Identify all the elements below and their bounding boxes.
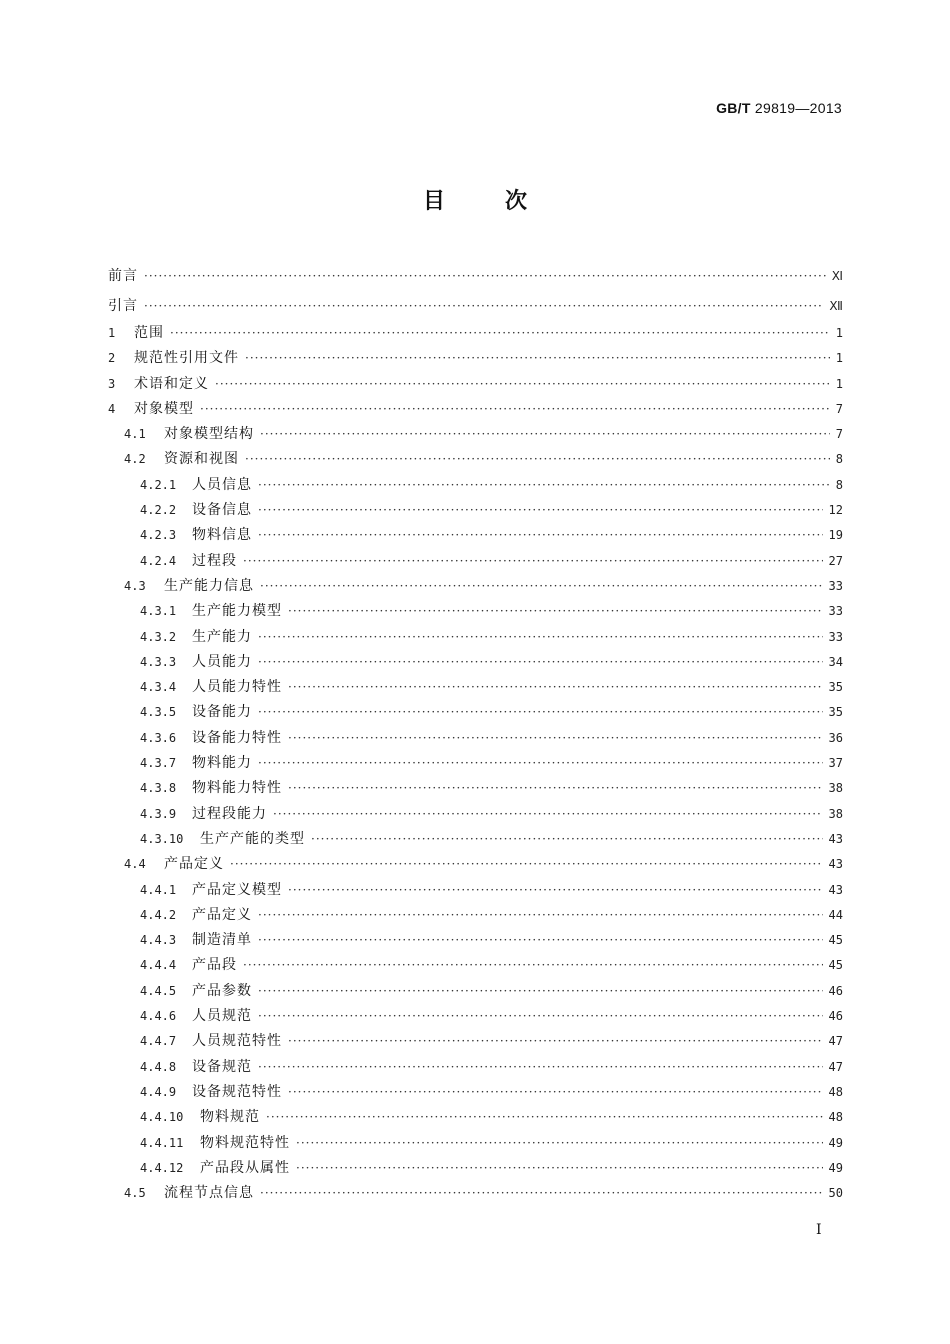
toc-entry-page: 8: [835, 477, 843, 492]
toc-entry-page: 44: [828, 907, 843, 922]
toc-entry-page: 43: [828, 857, 843, 872]
toc-entry-page: 7: [835, 401, 843, 416]
toc-entry-page: 45: [828, 933, 843, 948]
toc-entry[interactable]: [108, 1105, 843, 1130]
toc-entry-number: 4.3: [124, 578, 146, 593]
toc-entry[interactable]: [108, 262, 843, 292]
dot-leader: [288, 1029, 823, 1054]
toc-entry[interactable]: [108, 346, 843, 371]
toc-entry-page: 12: [828, 503, 843, 518]
dot-leader: [245, 447, 830, 472]
dot-leader: [288, 776, 823, 801]
dot-leader: [288, 726, 823, 751]
toc-entry-page: 48: [828, 1084, 843, 1099]
dot-leader: [170, 321, 830, 346]
toc-entry-label: 设备规范: [192, 1058, 252, 1075]
toc-entry-number: 4.4.4: [140, 958, 177, 973]
dot-leader: [266, 1105, 823, 1130]
toc-entry-page: 49: [828, 1160, 843, 1175]
dot-leader: [288, 878, 823, 903]
dot-leader: [288, 599, 823, 624]
toc-entry[interactable]: [108, 827, 843, 852]
toc-entry[interactable]: [108, 397, 843, 422]
title-char-2: 次: [505, 189, 528, 214]
toc-entry-page: 46: [828, 1009, 843, 1024]
toc-entry-page: Ⅻ: [829, 298, 843, 313]
toc-entry-label: 物料规范: [200, 1109, 260, 1126]
toc-entry-number: 4.4.12: [140, 1160, 184, 1175]
page-title: [0, 184, 950, 215]
toc-entry[interactable]: [108, 1131, 843, 1156]
toc-entry[interactable]: [108, 979, 843, 1004]
toc-entry-page: 27: [828, 553, 843, 568]
toc-entry-label: 设备能力: [192, 704, 252, 721]
toc-entry[interactable]: [108, 726, 843, 751]
toc-entry[interactable]: [108, 751, 843, 776]
dot-leader: [258, 928, 823, 953]
toc-entry-number: 2: [108, 351, 116, 366]
toc-entry-label: 人员信息: [192, 476, 252, 493]
toc-entry-label: 流程节点信息: [164, 1185, 254, 1202]
toc-entry-page: 47: [828, 1034, 843, 1049]
toc-entry-number: 4.2.1: [140, 477, 177, 492]
toc-entry-page: 33: [828, 629, 843, 644]
dot-leader: [243, 953, 823, 978]
toc-entry-page: 46: [828, 983, 843, 998]
toc-entry[interactable]: [108, 1029, 843, 1054]
toc-entry-number: 4.3.7: [140, 756, 177, 771]
toc-entry-label: 前言: [108, 268, 138, 284]
toc-entry[interactable]: [108, 953, 843, 978]
toc-entry[interactable]: [108, 625, 843, 650]
toc-entry-number: 4.3.2: [140, 629, 177, 644]
dot-leader: [258, 903, 823, 928]
toc-entry-label: 制造清单: [192, 932, 252, 949]
toc-entry-number: 4.2: [124, 452, 146, 467]
toc-entry[interactable]: [108, 549, 843, 574]
toc-entry-number: 3: [108, 376, 116, 391]
toc-entry-number: 4.2.2: [140, 503, 177, 518]
toc-entry-number: 4.3.10: [140, 831, 184, 846]
toc-entry-label: 产品段: [192, 957, 237, 974]
dot-leader: [258, 1055, 823, 1080]
toc-entry[interactable]: [108, 473, 843, 498]
toc-entry-page: 43: [828, 882, 843, 897]
toc-entry-label: 术语和定义: [134, 375, 209, 392]
toc-entry[interactable]: [108, 903, 843, 928]
standard-prefix: GB/T: [716, 100, 751, 116]
toc-entry-page: 8: [835, 452, 843, 467]
toc-entry-page: 1: [835, 351, 843, 366]
toc-entry-page: 43: [828, 831, 843, 846]
toc-entry[interactable]: [108, 321, 843, 346]
dot-leader: [258, 1004, 823, 1029]
toc-entry-label: 设备信息: [192, 502, 252, 519]
dot-leader: [288, 675, 823, 700]
toc-entry-label: 对象模型结构: [164, 426, 254, 443]
toc-entry-label: 物料能力特性: [192, 780, 282, 797]
toc-entry[interactable]: [108, 675, 843, 700]
dot-leader: [215, 372, 830, 397]
toc-entry[interactable]: [108, 852, 843, 877]
toc-entry-label: 物料信息: [192, 527, 252, 544]
toc-entry-label: 人员能力: [192, 653, 252, 670]
standard-number: 29819—2013: [754, 100, 842, 116]
toc-entry-page: 35: [828, 705, 843, 720]
toc-entry[interactable]: [108, 1004, 843, 1029]
dot-leader: [258, 523, 823, 548]
toc-entry-number: 4.5: [124, 1186, 146, 1201]
toc-entry[interactable]: [108, 599, 843, 624]
toc-entry-label: 人员能力特性: [192, 679, 282, 696]
toc-entry-label: 生产能力信息: [164, 577, 254, 594]
dot-leader: [296, 1156, 823, 1181]
toc-entry-label: 规范性引用文件: [134, 350, 239, 367]
toc-entry-label: 产品定义: [164, 856, 224, 873]
toc-entry[interactable]: [108, 1080, 843, 1105]
toc-entry[interactable]: [108, 878, 843, 903]
toc-entry-number: 1: [108, 326, 116, 340]
toc-entry-page: 45: [828, 958, 843, 973]
toc-entry-number: 4.4.3: [140, 933, 177, 948]
toc-entry-label: 产品段从属性: [200, 1159, 290, 1176]
toc-entry-number: 4.4.1: [140, 882, 177, 897]
toc-entry-page: 36: [828, 730, 843, 745]
toc-entry-number: 4.3.4: [140, 680, 177, 695]
toc-entry-number: 4.3.9: [140, 806, 177, 821]
toc-entry[interactable]: [108, 650, 843, 675]
dot-leader: [273, 802, 823, 827]
toc-entry-label: 设备能力特性: [192, 729, 282, 746]
toc-entry-label: 人员规范特性: [192, 1033, 282, 1050]
dot-leader: [144, 262, 826, 292]
toc-entry-number: 4.1: [124, 427, 146, 442]
dot-leader: [258, 700, 823, 725]
dot-leader: [288, 1080, 823, 1105]
toc-entry-number: 4.4: [124, 857, 146, 872]
toc-entry-page: 50: [828, 1186, 843, 1201]
dot-leader: [311, 827, 823, 852]
toc-entry-label: 产品定义: [192, 906, 252, 923]
dot-leader: [260, 1181, 823, 1206]
toc-entry-number: 4: [108, 401, 116, 416]
toc-entry[interactable]: [108, 447, 843, 472]
toc-entry-label: 产品参数: [192, 982, 252, 999]
standard-code: [716, 100, 842, 116]
toc-entry-number: 4.3.8: [140, 781, 177, 796]
dot-leader: [258, 751, 823, 776]
toc-entry-number: 4.3.5: [140, 705, 177, 720]
toc-entry-number: 4.4.5: [140, 983, 177, 998]
toc-entry-page: Ⅺ: [831, 269, 843, 283]
title-char-1: 目: [422, 189, 445, 214]
dot-leader: [258, 625, 823, 650]
toc-entry[interactable]: [108, 422, 843, 447]
toc-entry-label: 物料能力: [192, 755, 252, 772]
toc-entry-number: 4.4.7: [140, 1034, 177, 1049]
toc-entry-number: 4.4.8: [140, 1059, 177, 1074]
toc-entry-label: 设备规范特性: [192, 1083, 282, 1100]
toc-entry-page: 38: [828, 806, 843, 821]
toc-entry-page: 48: [828, 1110, 843, 1125]
toc-entry-label: 物料规范特性: [200, 1134, 290, 1151]
dot-leader: [258, 650, 823, 675]
toc-entry-page: 19: [828, 528, 843, 543]
dot-leader: [200, 397, 830, 422]
toc-entry-number: 4.2.4: [140, 553, 177, 568]
toc-entry-page: 49: [828, 1135, 843, 1150]
dot-leader: [258, 473, 830, 498]
dot-leader: [260, 574, 823, 599]
toc-entry-page: 7: [835, 427, 843, 442]
toc-entry[interactable]: [108, 1181, 843, 1206]
dot-leader: [258, 979, 823, 1004]
toc-entry-page: 37: [828, 756, 843, 771]
toc-entry-label: 产品定义模型: [192, 881, 282, 898]
toc-entry[interactable]: [108, 802, 843, 827]
toc-entry[interactable]: [108, 700, 843, 725]
toc-entry[interactable]: [108, 292, 843, 322]
toc-entry[interactable]: [108, 523, 843, 548]
toc-entry-label: 资源和视图: [164, 451, 239, 468]
toc-entry-label: 范围: [134, 325, 164, 341]
toc-entry-number: 4.3.3: [140, 654, 177, 669]
toc-entry[interactable]: [108, 776, 843, 801]
toc-entry[interactable]: [108, 372, 843, 397]
toc-entry-number: 4.4.2: [140, 907, 177, 922]
toc-entry-label: 引言: [108, 297, 138, 314]
toc-entry[interactable]: [108, 574, 843, 599]
toc-entry-number: 4.3.6: [140, 730, 177, 745]
toc-entry-label: 过程段能力: [192, 805, 267, 822]
dot-leader: [144, 292, 823, 322]
toc-entry-page: 38: [828, 781, 843, 796]
toc-entry-number: 4.4.9: [140, 1084, 177, 1099]
toc-entry-label: 对象模型: [134, 400, 194, 417]
dot-leader: [260, 422, 830, 447]
toc-entry-number: 4.4.10: [140, 1110, 184, 1125]
toc-entry-number: 4.3.1: [140, 604, 177, 619]
toc-entry-page: 33: [828, 604, 843, 619]
toc-entry-label: 过程段: [192, 552, 237, 569]
toc-entry-label: 生产能力模型: [192, 603, 282, 620]
toc-entry[interactable]: [108, 1156, 843, 1181]
toc-entry-page: 1: [835, 326, 843, 340]
toc-entry[interactable]: [108, 928, 843, 953]
toc-entry-label: 生产能力: [192, 628, 252, 645]
toc-entry-page: 34: [828, 654, 843, 669]
toc-entry-number: 4.4.11: [140, 1135, 184, 1150]
toc-entry-number: 4.4.6: [140, 1009, 177, 1024]
toc-entry-number: 4.2.3: [140, 528, 177, 543]
toc-entry-page: 35: [828, 680, 843, 695]
dot-leader: [296, 1131, 823, 1156]
toc-entry-label: 人员规范: [192, 1008, 252, 1025]
dot-leader: [245, 346, 830, 371]
toc-entry-page: 47: [828, 1059, 843, 1074]
dot-leader: [230, 852, 823, 877]
page-number: I: [816, 1222, 822, 1238]
dot-leader: [258, 498, 823, 523]
toc-entry[interactable]: [108, 1055, 843, 1080]
table-of-contents: [108, 262, 843, 1206]
toc-entry[interactable]: [108, 498, 843, 523]
toc-entry-label: 生产产能的类型: [200, 830, 305, 847]
dot-leader: [243, 549, 823, 574]
toc-entry-page: 33: [828, 578, 843, 593]
toc-entry-page: 1: [835, 376, 843, 391]
